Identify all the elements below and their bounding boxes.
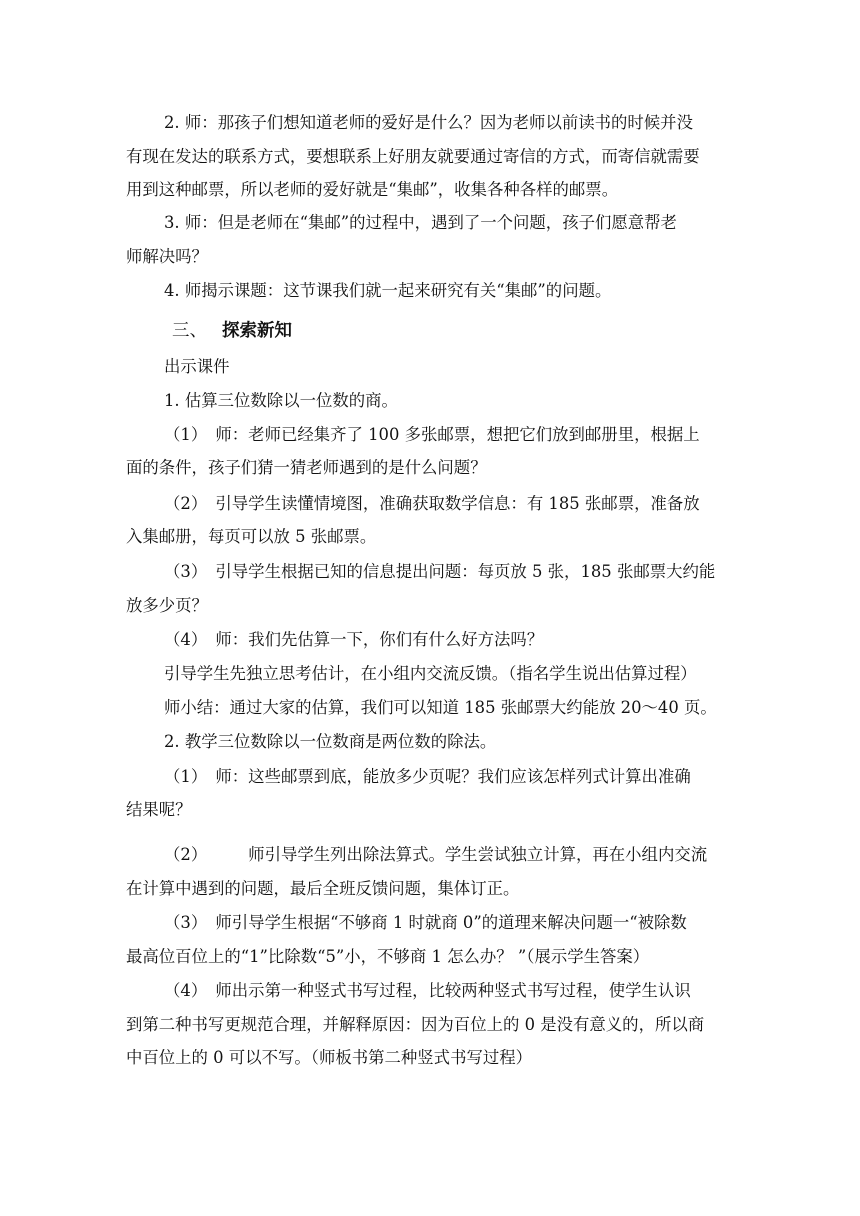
text-line: 引导学生先独立思考估计，在小组内交流反馈。（指名学生说出估算过程） — [164, 664, 697, 683]
text-line: 2. 教学三位数除以一位数商是两位数的除法。 — [164, 732, 497, 751]
text-line: （4） 师：我们先估算一下，你们有什么好方法吗？ — [164, 630, 544, 649]
text-line: 2. 师：那孩子们想知道老师的爱好是什么？因为老师以前读书的时候并没 — [164, 113, 693, 132]
text-line: 结果呢？ — [126, 800, 192, 819]
text-line: 最高位百位上的“1”比除数“5”小，不够商 1 怎么办？ ”（展示学生答案） — [126, 947, 650, 966]
text-line: 在计算中遇到的问题，最后全班反馈问题，集体订正。 — [126, 879, 520, 898]
text-line: （4） 师出示第一种竖式书写过程，比较两种竖式书写过程，使学生认识 — [164, 981, 691, 1000]
text-line: 用到这种邮票，所以老师的爱好就是“集邮”，收集各种各样的邮票。 — [126, 180, 619, 199]
text-line: （1） 师：这些邮票到底，能放多少页呢？我们应该怎样列式计算出准确 — [164, 767, 691, 786]
section-number: 三、 — [172, 321, 207, 341]
text-line: （3） 引导学生根据已知的信息提出问题：每页放 5 张，185 张邮票大约能 — [164, 562, 716, 581]
text-line: 到第二种书写更规范合理，并解释原因：因为百位上的 0 是没有意义的，所以商 — [126, 1015, 705, 1034]
text-line: 1. 估算三位数除以一位数的商。 — [164, 391, 398, 410]
text-line: （1） 师：老师已经集齐了 100 多张邮票，想把它们放到邮册里，根据上 — [164, 425, 700, 444]
text-line: 师解决吗？ — [126, 247, 208, 266]
text-line: （3） 师引导学生根据“不够商 1 时就商 0”的道理来解决问题一“被除数 — [164, 913, 687, 932]
text-line: 出示课件 — [164, 357, 230, 376]
text-line: 有现在发达的联系方式，要想联系上好朋友就要通过寄信的方式，而寄信就需要 — [126, 147, 700, 166]
text-line: 面的条件，孩子们猜一猜老师遇到的是什么问题？ — [126, 458, 487, 477]
text-line: 中百位上的 0 可以不写。（师板书第二种竖式书写过程） — [126, 1048, 533, 1067]
text-line: （2） 师引导学生列出除法算式。学生尝试独立计算，再在小组内交流 — [164, 845, 708, 864]
text-line: 师小结：通过大家的估算，我们可以知道 185 张邮票大约能放 20～40 页。 — [164, 698, 717, 717]
text-line: 4. 师揭示课题：这节课我们就一起来研究有关“集邮”的问题。 — [164, 281, 612, 300]
text-line: 3. 师：但是老师在“集邮”的过程中，遇到了一个问题，孩子们愿意帮老 — [164, 213, 677, 232]
text-line: 入集邮册，每页可以放 5 张邮票。 — [126, 527, 377, 546]
text-line: （2） 引导学生读懂情境图，准确获取数学信息：有 185 张邮票，准备放 — [164, 494, 700, 513]
text-line: 放多少页？ — [126, 596, 208, 615]
section-title: 探索新知 — [222, 321, 292, 341]
